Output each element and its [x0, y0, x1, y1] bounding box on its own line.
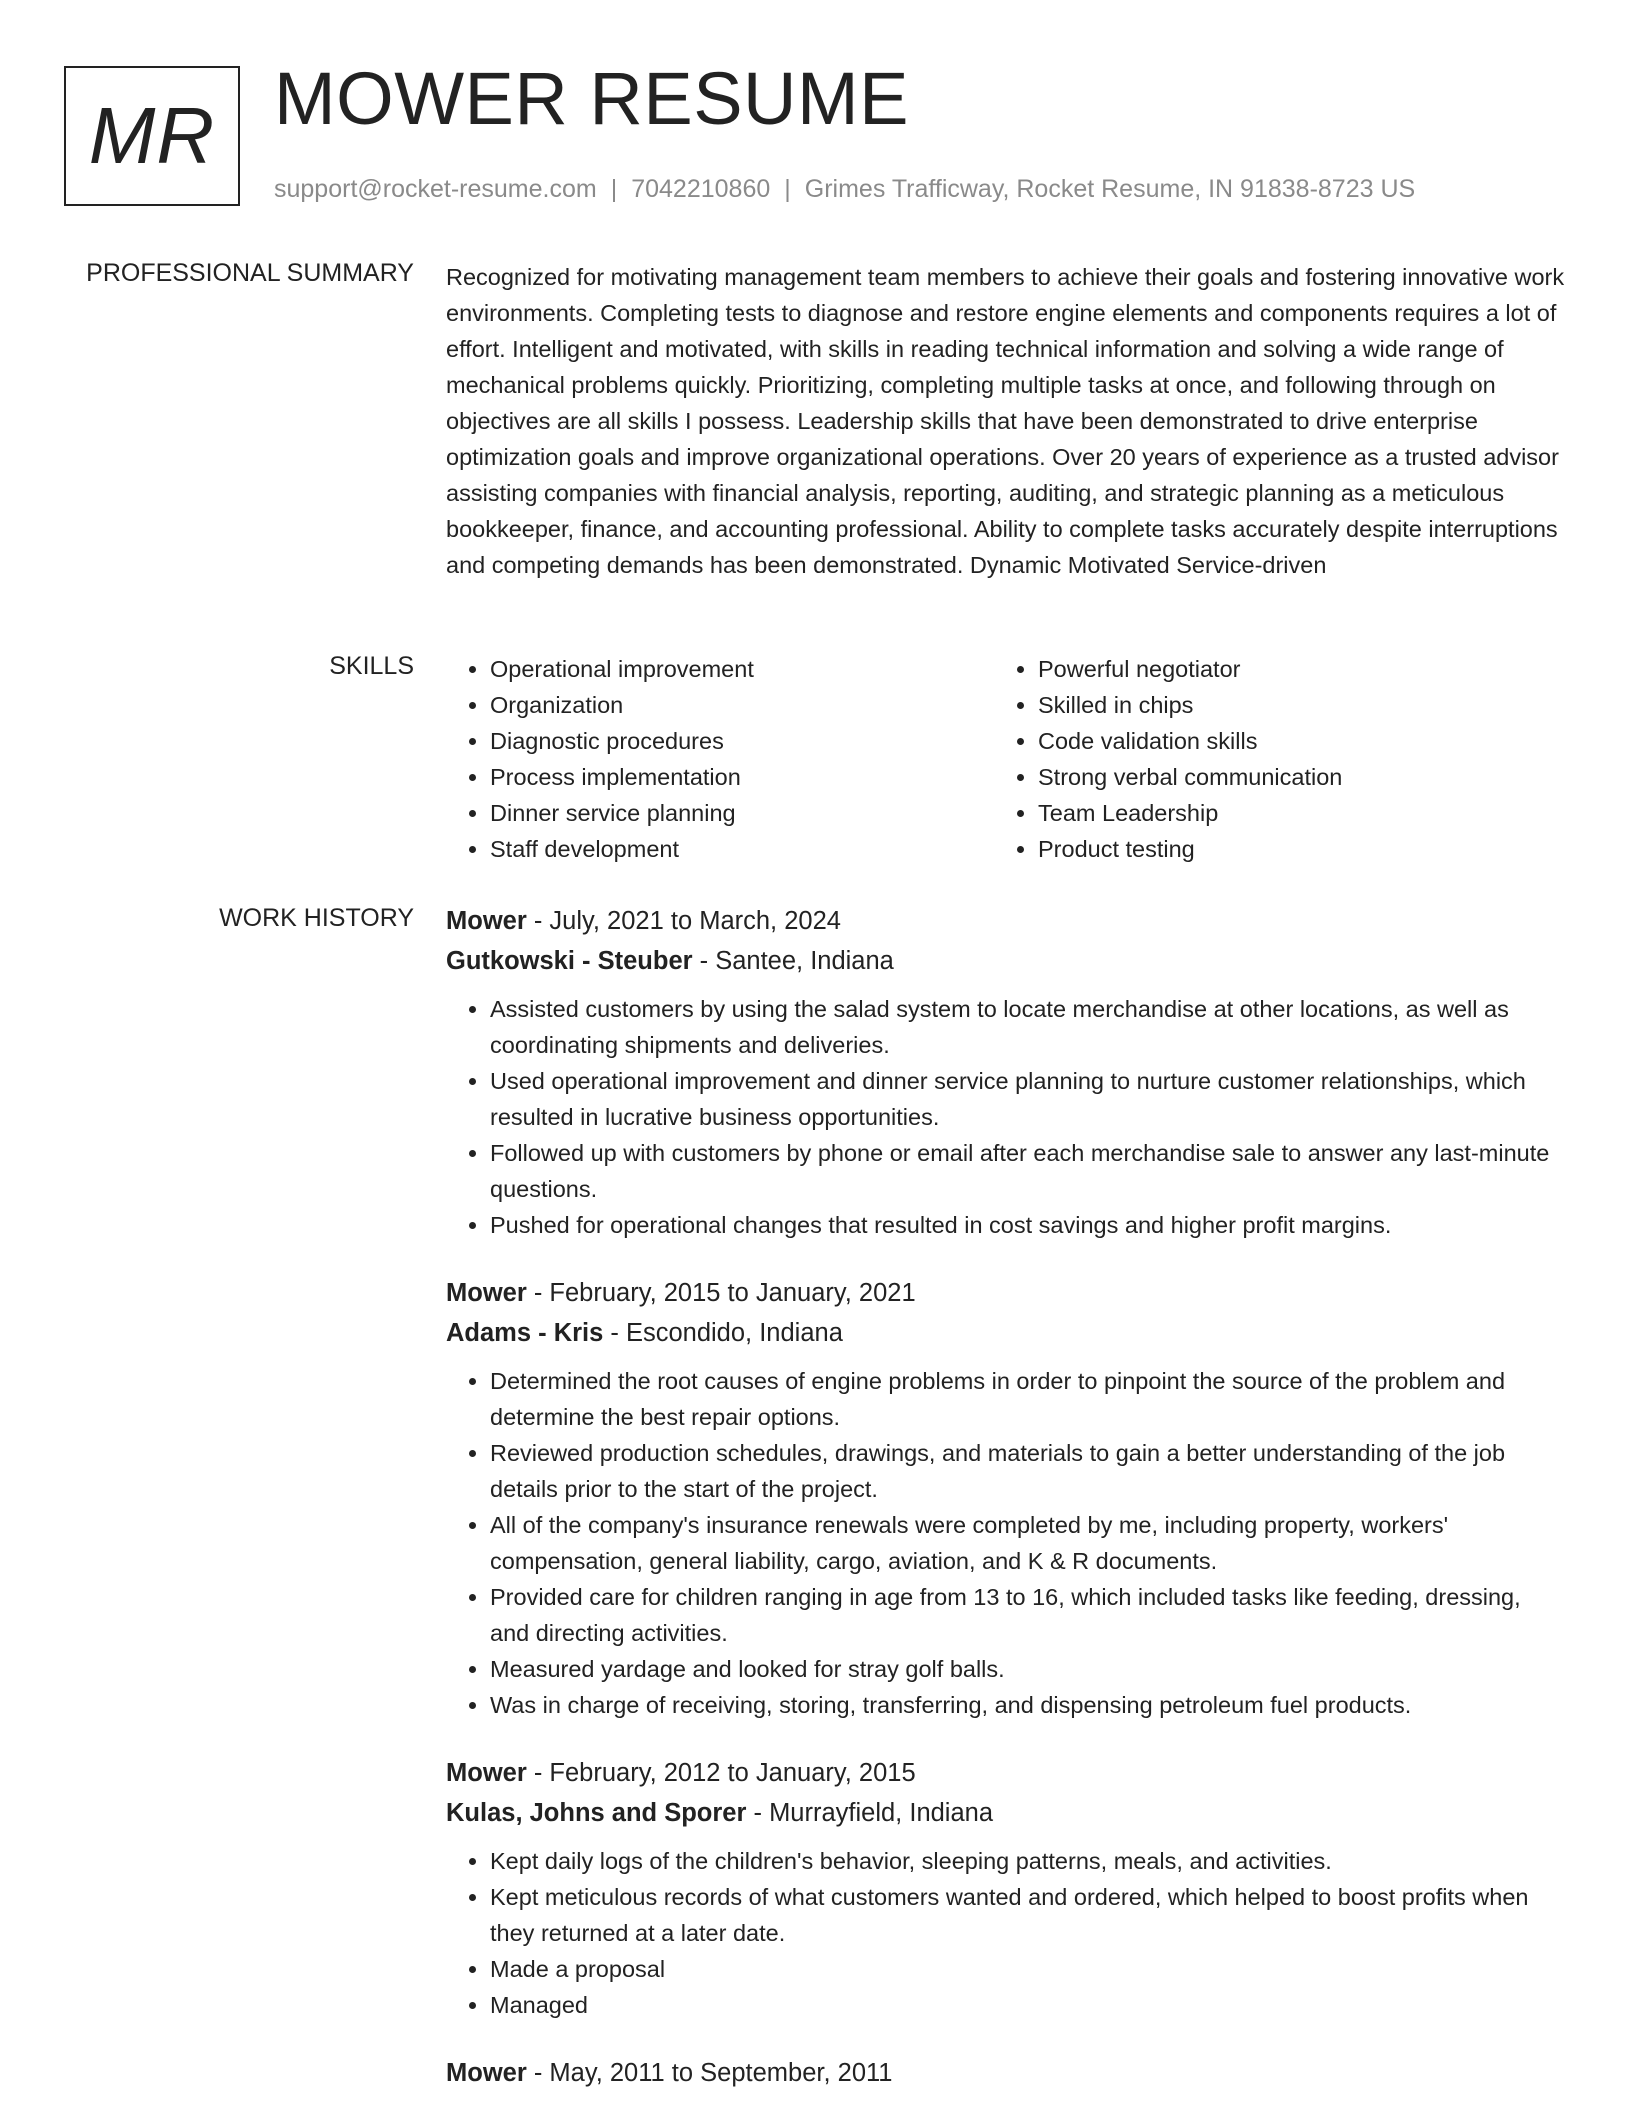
monogram-text: MR: [88, 91, 216, 180]
skill-item: • Product testing: [1038, 831, 1542, 867]
job-company-line: [446, 1793, 1566, 1833]
job-bullet: • Assisted customers by using the salad system to locate merchandise at other locations, as well as coordinating shipments and deliveries.: [490, 991, 1566, 1063]
section-label-work-history: WORK HISTORY: [219, 904, 414, 932]
skill-item: • Team Leadership: [1038, 795, 1542, 831]
contact-separator: |: [610, 175, 618, 203]
job-dates: - February, 2015 to January, 2021: [526, 1279, 916, 1307]
job-bullet: • Determined the root causes of engine problems in order to pinpoint the source of the problem and determine the best repair options.: [490, 1363, 1566, 1435]
job-entry: [446, 2053, 1566, 2093]
job-bullet: • Managed: [490, 1987, 1566, 2023]
contact-phone[interactable]: 7042210860: [631, 175, 771, 203]
job-bullet: • All of the company's insurance renewals were completed by me, including property, workers' compensation, general liability, cargo, aviation, and K & R documents.: [490, 1507, 1566, 1579]
job-bullet: • Used operational improvement and dinner service planning to nurture customer relationships, which resulted in lucrative business opportunities.: [490, 1063, 1566, 1135]
skills-column-right: [994, 651, 1542, 867]
job-bullets: [446, 991, 1566, 1243]
skill-item: • Dinner service planning: [490, 795, 994, 831]
job-title-line: [446, 2053, 1566, 2093]
summary-text: Recognized for motivating management team members to achieve their goals and fostering innovative work environments. Completing tests to diagnose and restore engine elements and components requires a lot of effort. Intelligent and motivated, with skills in reading technical information and solving a wide range of mechanical problems quickly. Prioritizing, completing multiple tasks at once, and following through on objectives are all skills I possess. Leadership skills that have been demonstrated to drive enterprise optimization goals and improve organizational operations. Over 20 years of experience as a trusted advisor assisting companies with financial analysis, reporting, auditing, and strategic planning as a meticulous bookkeeper, finance, and accounting professional. Ability to complete tasks accurately despite interruptions and competing demands has been demonstrated. Dynamic Motivated Service-driven: [446, 264, 1565, 578]
skill-item: • Code validation skills: [1038, 723, 1542, 759]
job-bullet: • Measured yardage and looked for stray golf balls.: [490, 1651, 1566, 1687]
job-location: - Murrayfield, Indiana: [746, 1799, 994, 1827]
job-company-line: [446, 1313, 1566, 1353]
job-company: Kulas, Johns and Sporer: [446, 1799, 747, 1827]
skill-item: • Process implementation: [490, 759, 994, 795]
skill-item: • Strong verbal communication: [1038, 759, 1542, 795]
job-title: Mower: [446, 907, 527, 935]
job-dates: - February, 2012 to January, 2015: [526, 1759, 916, 1787]
contact-email[interactable]: support@rocket-resume.com: [274, 175, 597, 203]
section-label-summary: PROFESSIONAL SUMMARY: [86, 259, 414, 287]
skill-item: • Operational improvement: [490, 651, 994, 687]
skills-list: [446, 651, 1566, 867]
job-title: Mower: [446, 1279, 527, 1307]
job-bullet: • Provided care for children ranging in age from 13 to 16, which included tasks like feeding, dressing, and directing activities.: [490, 1579, 1566, 1651]
job-company-line: [446, 941, 1566, 981]
resume-name: MOWER RESUME: [274, 57, 909, 140]
job-bullet: • Followed up with customers by phone or email after each merchandise sale to answer any last-minute questions.: [490, 1135, 1566, 1207]
job-bullet: • Was in charge of receiving, storing, transferring, and dispensing petroleum fuel products.: [490, 1687, 1566, 1723]
skill-item: • Organization: [490, 687, 994, 723]
job-title: Mower: [446, 2059, 527, 2087]
job-bullet: • Reviewed production schedules, drawings, and materials to gain a better understanding of the job details prior to the start of the project.: [490, 1435, 1566, 1507]
monogram-logo: [64, 66, 240, 206]
section-label-skills: SKILLS: [329, 652, 414, 680]
skill-item: • Powerful negotiator: [1038, 651, 1542, 687]
job-bullet: • Kept daily logs of the children's behavior, sleeping patterns, meals, and activities.: [490, 1843, 1566, 1879]
job-title-line: [446, 1273, 1566, 1313]
job-entry: [446, 1753, 1566, 2023]
job-location: - Escondido, Indiana: [603, 1319, 843, 1347]
job-company: Gutkowski - Steuber: [446, 947, 693, 975]
skill-item: • Diagnostic procedures: [490, 723, 994, 759]
job-entry: [446, 901, 1566, 1243]
job-bullet: • Made a proposal: [490, 1951, 1566, 1987]
job-company: Adams - Kris: [446, 1319, 604, 1347]
job-bullet: • Kept meticulous records of what customers wanted and ordered, which helped to boost profits when they returned at a later date.: [490, 1879, 1566, 1951]
contact-address: Grimes Trafficway, Rocket Resume, IN 91838-8723 US: [804, 175, 1416, 203]
contact-separator: |: [784, 175, 791, 203]
job-title: Mower: [446, 1759, 527, 1787]
skill-item: • Staff development: [490, 831, 994, 867]
job-dates: - July, 2021 to March, 2024: [526, 907, 841, 935]
job-bullets: [446, 1363, 1566, 1723]
job-bullet: • Pushed for operational changes that resulted in cost savings and higher profit margins.: [490, 1207, 1566, 1243]
job-dates: - May, 2011 to September, 2011: [526, 2059, 893, 2087]
contact-line: [274, 175, 1415, 204]
job-entry: [446, 1273, 1566, 1723]
job-title-line: [446, 1753, 1566, 1793]
skills-column-left: [446, 651, 994, 867]
job-title-line: [446, 901, 1566, 941]
skill-item: • Skilled in chips: [1038, 687, 1542, 723]
job-bullets: [446, 1843, 1566, 2023]
job-location: - Santee, Indiana: [692, 947, 894, 975]
work-history: [446, 901, 1566, 2123]
